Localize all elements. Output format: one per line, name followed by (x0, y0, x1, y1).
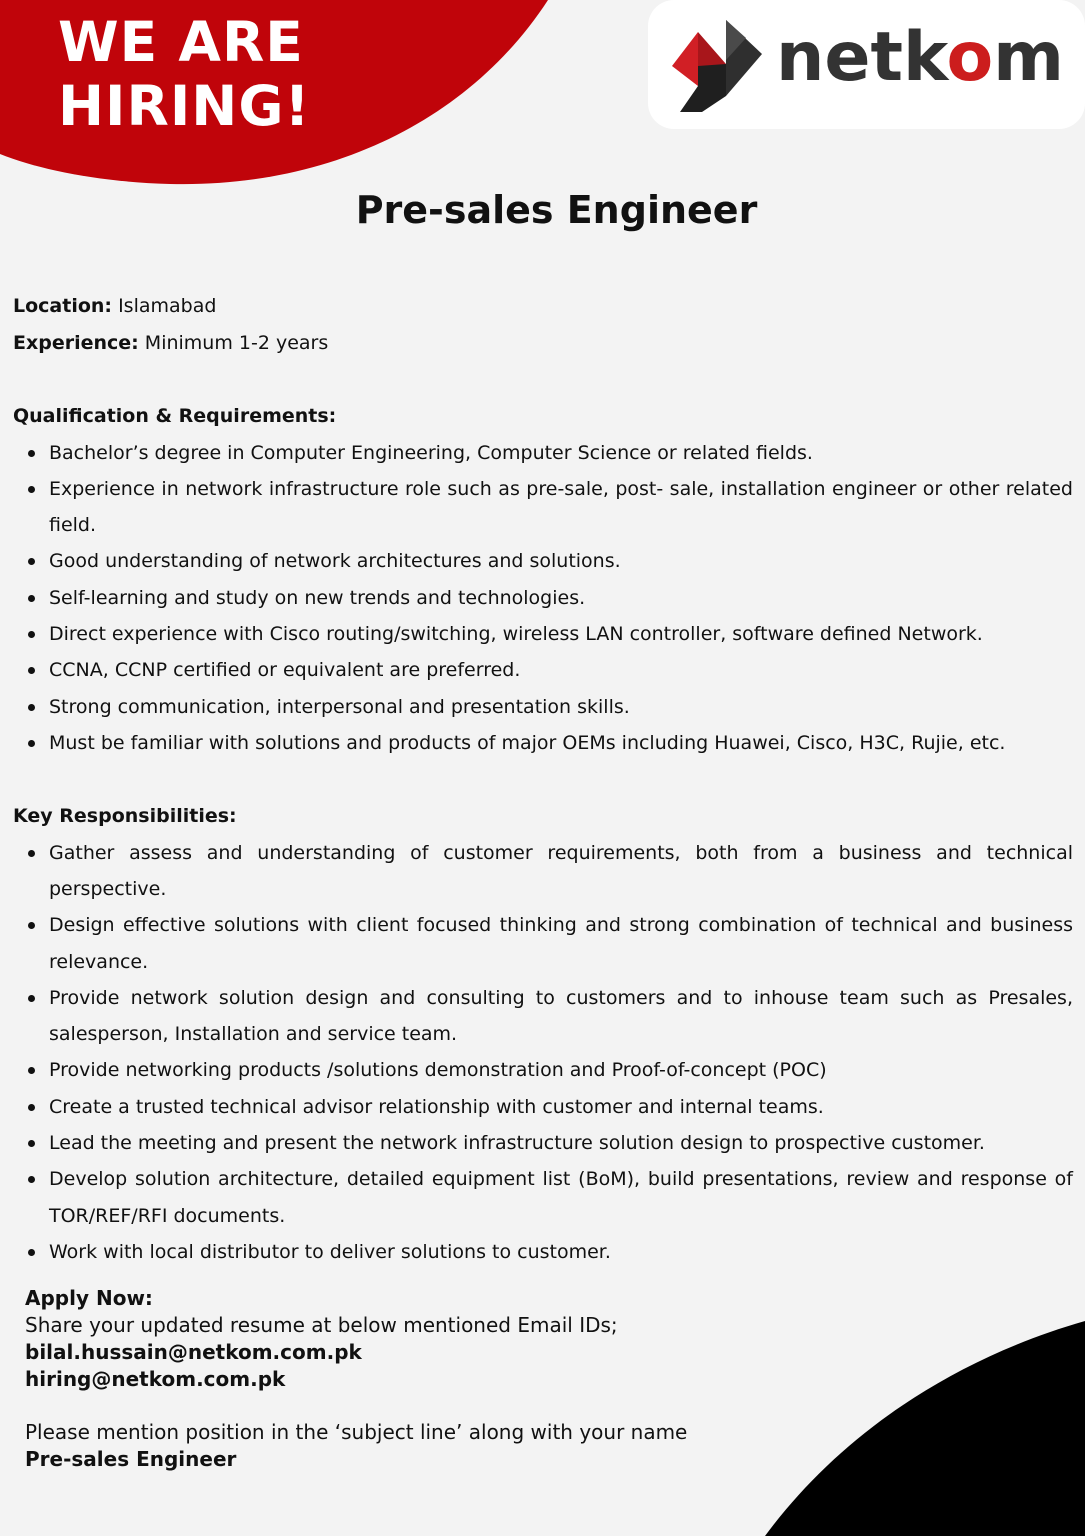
list-item: Strong communication, interpersonal and presentation skills. (13, 689, 1073, 725)
apply-instruction: Share your updated resume at below mentioned Email IDs; (25, 1313, 618, 1337)
list-item: Good understanding of network architectures and solutions. (13, 543, 1073, 579)
email-secondary[interactable]: hiring@netkom.com.pk (25, 1367, 286, 1391)
job-title: Pre-sales Engineer (355, 188, 758, 232)
list-item: Lead the meeting and present the network infrastructure solution design to prospective customer. (13, 1125, 1073, 1161)
list-item: Create a trusted technical advisor relationship with customer and internal teams. (13, 1089, 1073, 1125)
subject-note: Please mention position in the ‘subject line’ along with your name (25, 1420, 688, 1444)
list-item: Work with local distributor to deliver solutions to customer. (13, 1234, 1073, 1270)
apply-heading: Apply Now: (25, 1286, 153, 1310)
wordmark-suffix: m (993, 18, 1065, 97)
list-item: Provide networking products /solutions demonstration and Proof-of-concept (POC) (13, 1052, 1073, 1088)
location-value: Islamabad (112, 295, 217, 317)
list-item: Develop solution architecture, detailed equipment list (BoM), build presentations, review and response of TOR/REF/RFI documents. (13, 1161, 1073, 1234)
hiring-line-1: WE ARE (58, 10, 304, 74)
list-item: Direct experience with Cisco routing/switching, wireless LAN controller, software defined Network. (13, 616, 1073, 652)
black-corner-shape (765, 1321, 1085, 1536)
hiring-line-2: HIRING! (58, 74, 311, 138)
netkom-logo (648, 0, 1085, 129)
responsibilities-list (13, 835, 1073, 1271)
experience-label: Experience: (13, 331, 139, 354)
wordmark-prefix: netk (776, 18, 947, 97)
hiring-banner (58, 10, 378, 138)
qualifications-list (13, 435, 1073, 762)
location-label: Location: (13, 295, 113, 317)
list-item: Provide network solution design and consulting to customers and to inhouse team such as Presales, salesperson, Installation and service team. (13, 980, 1073, 1053)
netkom-wordmark (776, 18, 1064, 98)
responsibilities-heading: Key Responsibilities: (13, 805, 237, 828)
spacer (25, 1393, 825, 1419)
qualifications-heading: Qualification & Requirements: (13, 405, 337, 427)
job-details (13, 288, 1073, 1270)
location-line (13, 288, 1073, 325)
subject-value: Pre-sales Engineer (25, 1447, 237, 1471)
list-item: Bachelor’s degree in Computer Engineering, Computer Science or related fields. (13, 435, 1073, 471)
list-item: Must be familiar with solutions and products of major OEMs including Huawei, Cisco, H3C, Rujie, etc. (13, 725, 1073, 761)
email-primary[interactable]: bilal.hussain@netkom.com.pk (25, 1340, 362, 1364)
list-item: Design effective solutions with client focused thinking and strong combination of technical and business relevance. (13, 907, 1073, 980)
list-item: Self-learning and study on new trends and technologies. (13, 580, 1073, 616)
netkom-logo-mark-icon (668, 16, 768, 114)
list-item: CCNA, CCNP certified or equivalent are preferred. (13, 652, 1073, 688)
list-item: Gather assess and understanding of customer requirements, both from a business and technical perspective. (13, 835, 1073, 908)
list-item: Experience in network infrastructure role such as pre-sale, post- sale, installation engineer or other related field. (13, 471, 1073, 544)
experience-line (13, 325, 1073, 362)
apply-section (25, 1285, 825, 1473)
experience-value: Minimum 1-2 years (138, 331, 329, 354)
wordmark-o: o (946, 18, 994, 97)
